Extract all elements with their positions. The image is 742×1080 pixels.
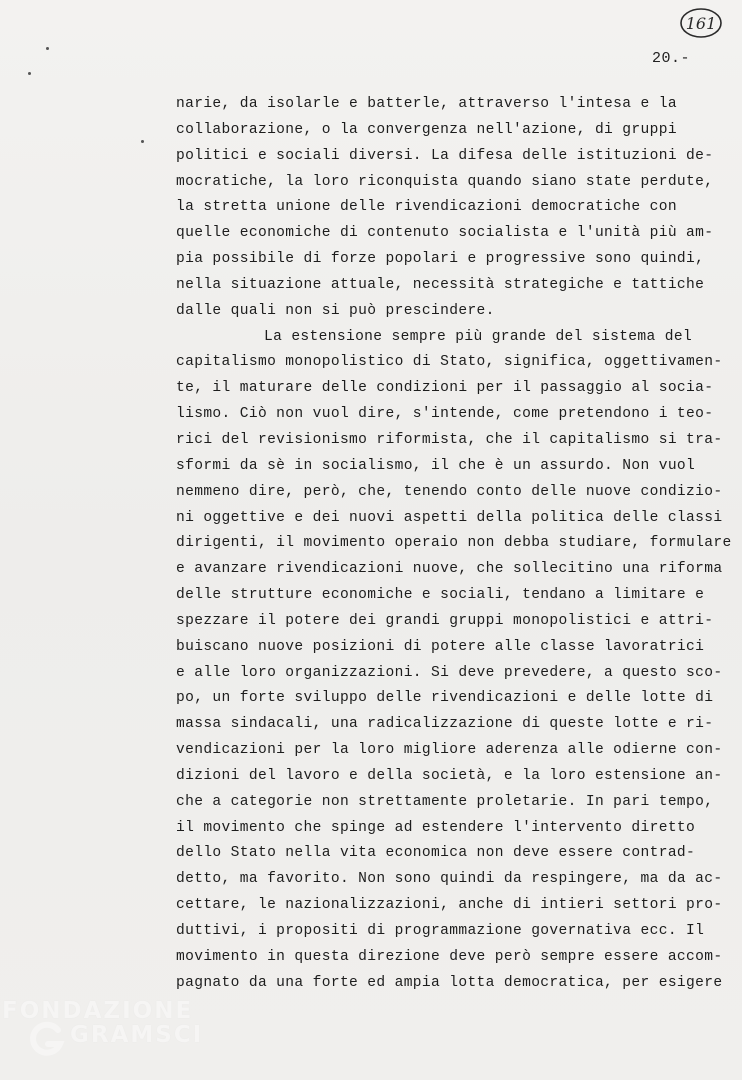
text-line: delle strutture economiche e sociali, tendano a limitare e — [176, 587, 705, 604]
text-line: politici e sociali diversi. La difesa delle istituzioni de- — [176, 147, 714, 164]
text-line: che a categorie non strettamente proletarie. In pari tempo, — [176, 793, 714, 810]
text-line: quelle economiche di contenuto socialista e l'unità più am- — [176, 225, 714, 242]
text-line: nella situazione attuale, necessità strategiche e tattiche — [176, 276, 705, 293]
text-line: vendicazioni per la loro migliore aderenza alle odierne con- — [176, 742, 723, 759]
text-line: dalle quali non si può prescindere. — [176, 302, 495, 319]
watermark-g-icon — [26, 1020, 66, 1060]
text-line: movimento in questa direzione deve però sempre essere accom- — [176, 948, 723, 965]
paper-speck — [46, 47, 49, 50]
paragraph-start-line: La estensione sempre più grande del sistema del — [264, 328, 693, 345]
text-line: narie, da isolarle e batterle, attraverso l'intesa e la — [176, 96, 677, 112]
text-line: dello Stato nella vita economica non deve essere contrad- — [176, 845, 696, 862]
text-line: collaborazione, o la convergenza nell'azione, di gruppi — [176, 121, 677, 138]
text-line: buiscano nuove posizioni di potere alle classe lavoratrici — [176, 638, 705, 655]
text-line: cettare, le nazionalizzazioni, anche di intieri settori pro- — [176, 897, 723, 914]
text-line: massa sindacali, una radicalizzazione di queste lotte e ri- — [176, 716, 714, 733]
page-number: 20.- — [652, 50, 691, 67]
text-line: po, un forte sviluppo delle rivendicazioni e delle lotte di — [176, 690, 714, 707]
paper-speck — [28, 72, 31, 75]
text-line: mocratiche, la loro riconquista quando siano state perdute, — [176, 173, 714, 190]
text-line: e avanzare rivendicazioni nuove, che sollecitino una riforma — [176, 561, 723, 578]
text-line: spezzare il potere dei grandi gruppi monopolistici e attri- — [176, 612, 714, 629]
paper-speck — [141, 140, 144, 143]
text-line: duttivi, i propositi di programmazione governativa ecc. Il — [176, 923, 705, 939]
text-line: pia possibile di forze popolari e progressive sono quindi, — [176, 251, 705, 268]
watermark-line2: GRAMSCI — [70, 1022, 204, 1048]
watermark-logo — [0, 994, 230, 1074]
text-line: nemmeno dire, però, che, tenendo conto delle nuove condizio- — [176, 483, 723, 500]
text-line: ni oggettive e dei nuovi aspetti della politica delle classi — [176, 509, 723, 526]
text-line: rici del revisionismo riformista, che il capitalismo si tra- — [176, 431, 723, 448]
text-line: dizioni del lavoro e della società, e la loro estensione an- — [176, 767, 723, 784]
text-line: dirigenti, il movimento operaio non debba studiare, formulare — [176, 535, 732, 552]
text-line: il movimento che spinge ad estendere l'intervento diretto — [176, 819, 696, 836]
text-line: lismo. Ciò non vuol dire, s'intende, come pretendono i teo- — [176, 406, 714, 423]
circled-handwritten-number-icon — [678, 6, 724, 40]
archive-number-stamp — [678, 6, 724, 40]
text-line: capitalismo monopolistico di Stato, significa, oggettivamen- — [176, 354, 723, 371]
text-line: sformi da sè in socialismo, il che è un assurdo. Non vuol — [176, 457, 696, 474]
text-line: pagnato da una forte ed ampia lotta democratica, per esigere — [176, 974, 723, 991]
archive-number-text: 161 — [685, 14, 717, 33]
text-line: te, il maturare delle condizioni per il passaggio al socia- — [176, 380, 714, 397]
typewritten-body-text — [176, 92, 732, 997]
text-line: la stretta unione delle rivendicazioni democratiche con — [176, 199, 677, 216]
watermark-line1: FONDAZIONE — [2, 998, 194, 1024]
text-line: detto, ma favorito. Non sono quindi da respingere, ma da ac- — [176, 871, 723, 888]
text-line: e alle loro organizzazioni. Si deve prevedere, a questo sco- — [176, 664, 723, 681]
